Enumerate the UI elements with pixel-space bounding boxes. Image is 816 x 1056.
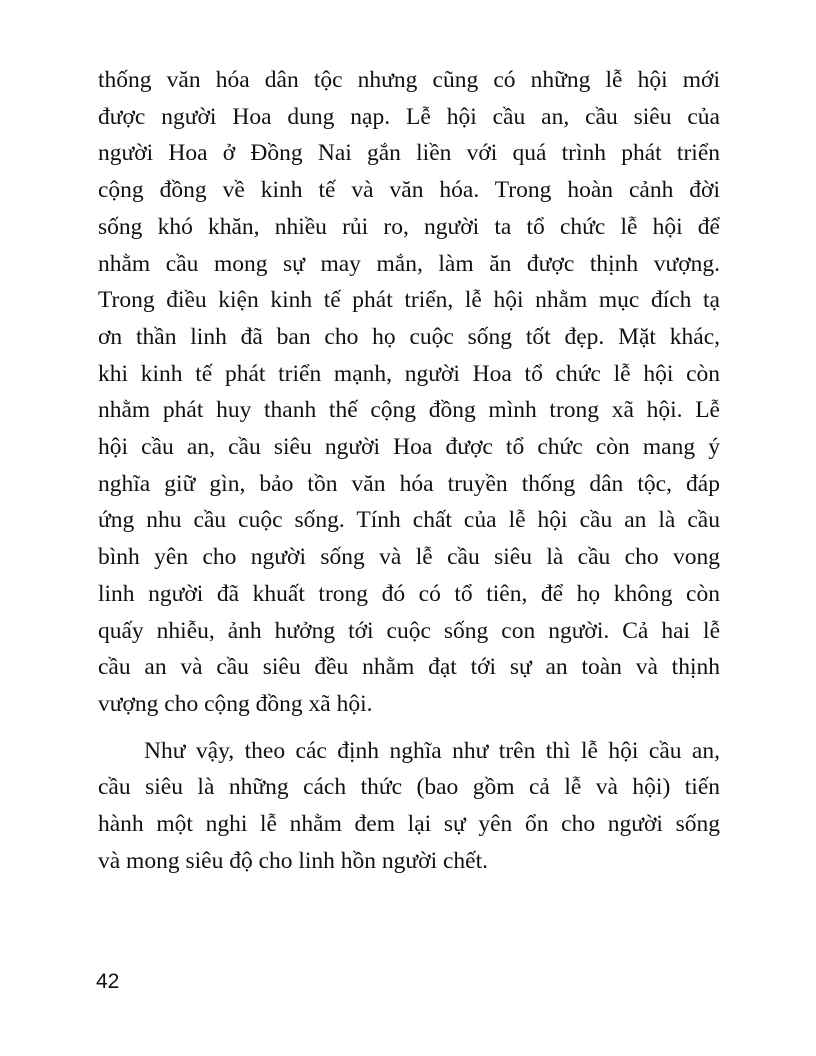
text-line: cầu an và cầu siêu đều nhằm đạt tới sự an toàn và thịnh [98,654,720,681]
text-line: Trong điều kiện kinh tế phát triển, lễ hội nhằm mục đích tạ [98,287,720,314]
text-line: khi kinh tế phát triển mạnh, người Hoa tổ chức lễ hội còn [98,360,720,387]
text-line: cầu siêu là những cách thức (bao gồm cả lễ và hội) tiến [98,774,720,801]
text-line: Như vậy, theo các định nghĩa như trên thì lễ hội cầu an, [144,737,720,764]
paragraph-2 [98,733,720,880]
text-line: linh người đã khuất trong đó có tổ tiên, để họ không còn [98,580,720,607]
text-line: quấy nhiễu, ảnh hưởng tới cuộc sống con người. Cả hai lễ [98,617,720,644]
text-line: thống văn hóa dân tộc nhưng cũng có những lễ hội mới [98,67,720,93]
text-line: được người Hoa dung nạp. Lễ hội cầu an, cầu siêu của [98,103,720,130]
text-line: sống khó khăn, nhiều rủi ro, người ta tổ chức lễ hội để [98,213,720,240]
text-line: nhằm phát huy thanh thế cộng đồng mình trong xã hội. Lễ [98,397,720,424]
text-line: ứng nhu cầu cuộc sống. Tính chất của lễ hội cầu an là cầu [98,507,720,534]
page-number: 42 [96,970,120,993]
text-line: hội cầu an, cầu siêu người Hoa được tổ chức còn mang ý [98,434,720,461]
text-line: người Hoa ở Đồng Nai gắn liền với quá trình phát triển [98,140,720,167]
paragraph-1 [98,62,720,723]
text-line: cộng đồng về kinh tế và văn hóa. Trong hoàn cảnh đời [98,177,720,204]
text-line: nhằm cầu mong sự may mắn, làm ăn được thịnh vượng. [98,250,720,277]
text-line: và mong siêu độ cho linh hồn người chết. [98,847,489,874]
page-body [98,62,720,879]
text-line: ơn thần linh đã ban cho họ cuộc sống tốt đẹp. Mặt khác, [98,323,720,350]
text-line: nghĩa giữ gìn, bảo tồn văn hóa truyền thống dân tộc, đáp [98,470,720,497]
text-line: vượng cho cộng đồng xã hội. [98,690,373,717]
text-line: bình yên cho người sống và lễ cầu siêu là cầu cho vong [98,544,720,571]
text-line: hành một nghi lễ nhằm đem lại sự yên ổn cho người sống [98,811,720,838]
